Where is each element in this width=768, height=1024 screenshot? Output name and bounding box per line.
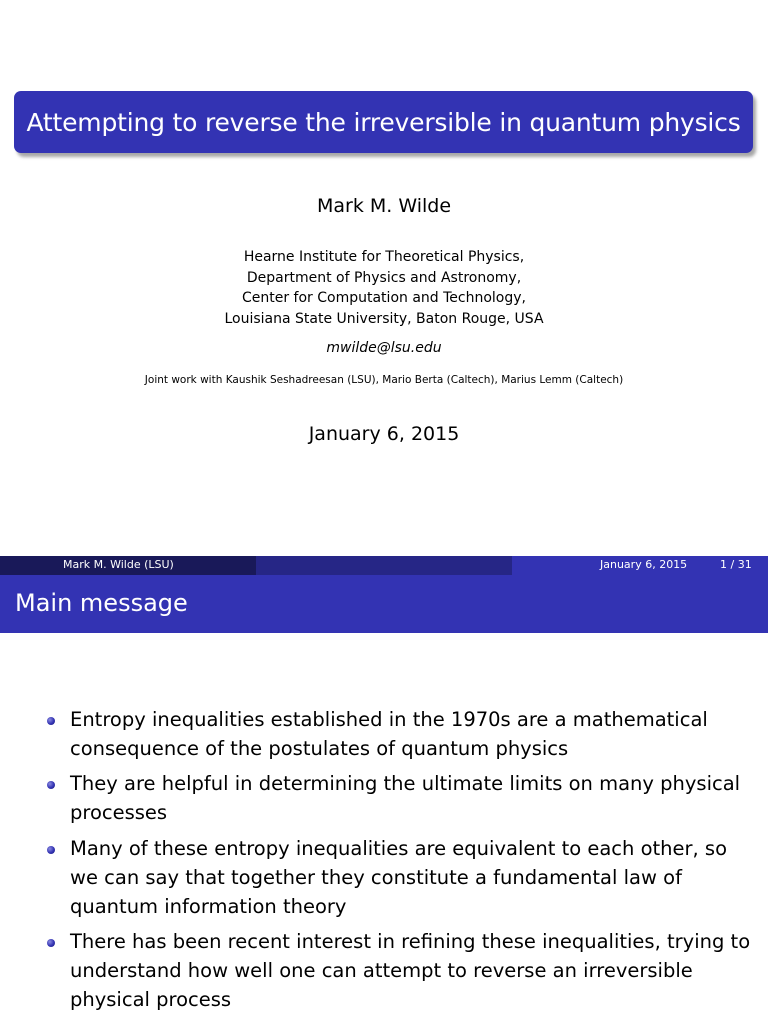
frame-title-bar xyxy=(0,575,768,633)
footer-page-number: 1 / 31 xyxy=(720,558,752,571)
bullet-icon xyxy=(47,781,55,789)
author-name: Mark M. Wilde xyxy=(316,195,452,217)
affiliation-line: Center for Computation and Technology, xyxy=(241,290,526,306)
author-email: mwilde@lsu.edu xyxy=(326,340,442,356)
bullet-text: There has been recent interest in refining these inequalities, trying to understand how well one can attempt to reverse an irreversible physical process xyxy=(70,930,751,1011)
slide-footer xyxy=(0,556,768,575)
affiliation-line: Louisiana State University, Baton Rouge, USA xyxy=(224,310,544,327)
affiliation-line: Hearne Institute for Theoretical Physics, xyxy=(243,249,525,265)
frame-title: Main message xyxy=(15,589,188,617)
affiliation-line: Department of Physics and Astronomy, xyxy=(246,269,522,286)
bullet-text: Entropy inequalities established in the 1970s are a mathematical consequence of the postulates of quantum physics xyxy=(70,708,708,760)
bullet-icon xyxy=(47,846,55,854)
footer-author: Mark M. Wilde (LSU) xyxy=(63,558,174,571)
joint-work-note: Joint work with Kaushik Seshadreesan (LSU), Mario Berta (Caltech), Marius Lemm (Caltech) xyxy=(144,374,624,386)
bullet-icon xyxy=(47,939,55,947)
presentation-date: January 6, 2015 xyxy=(308,423,460,445)
bullet-text: They are helpful in determining the ultimate limits on many physical processes xyxy=(70,772,741,824)
title-box xyxy=(14,91,753,153)
presentation-title: Attempting to reverse the irreversible in quantum physics xyxy=(26,107,741,137)
footer-middle-panel xyxy=(256,556,512,575)
affiliation-block xyxy=(0,247,768,329)
bullet-icon xyxy=(47,717,55,725)
bullet-text: Many of these entropy inequalities are equivalent to each other, so we can say that together they constitute a fundamental law of quantum information theory xyxy=(70,837,728,918)
footer-date: January 6, 2015 xyxy=(600,558,688,571)
